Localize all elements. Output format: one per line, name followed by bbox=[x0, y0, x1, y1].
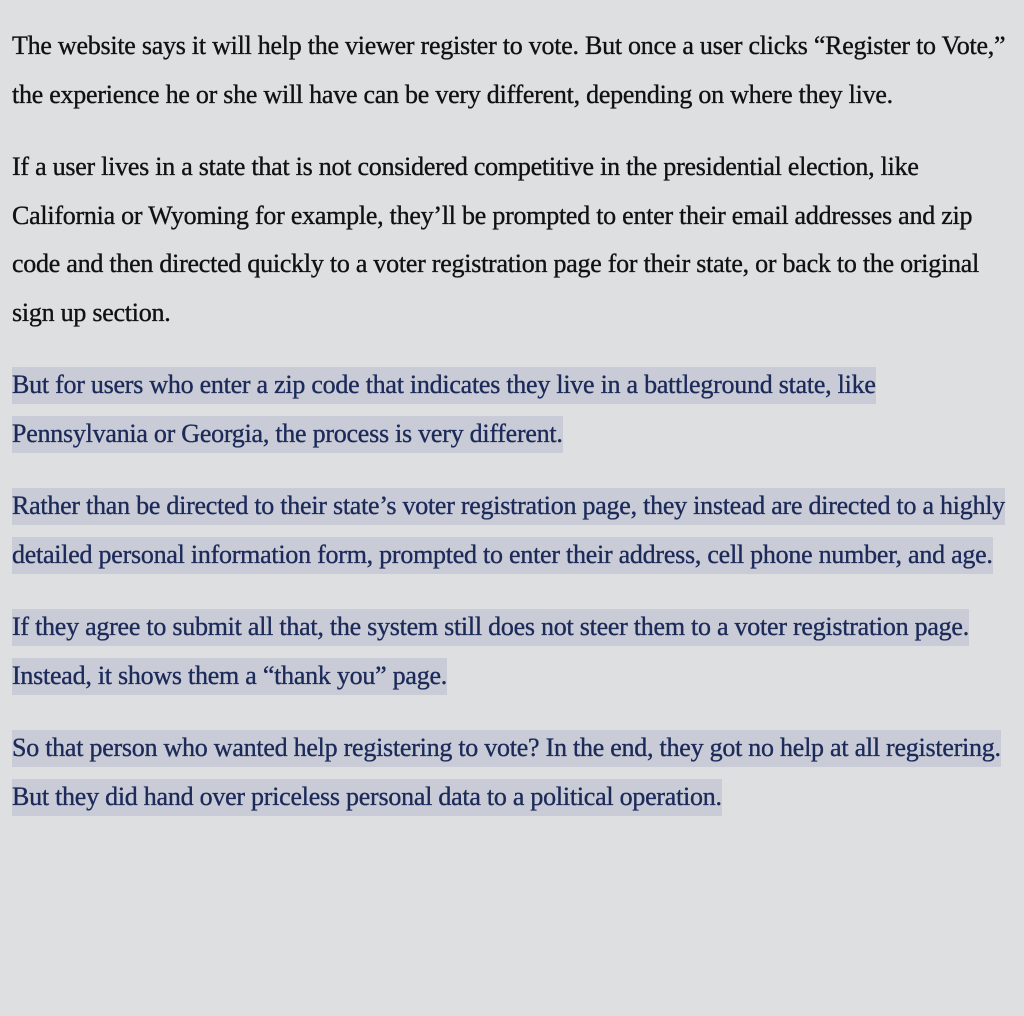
highlighted-text: If they agree to submit all that, the system still does not steer them to a voter registration page. Instead, it shows them a “thank you” page. bbox=[12, 609, 969, 695]
paragraph-text: If a user lives in a state that is not considered competitive in the presidential election, like California or Wyoming for example, they’ll be prompted to enter their email addresses and zip code and then directed quickly to a voter registration page for their state, or back to the original sign up section. bbox=[12, 152, 979, 327]
highlighted-text: So that person who wanted help registering to vote? In the end, they got no help at all registering. But they did hand over priceless personal data to a political operation. bbox=[12, 730, 1001, 816]
paragraph-conclusion bbox=[12, 724, 1010, 821]
highlighted-text: Rather than be directed to their state’s voter registration page, they instead are directed to a highly detailed personal information form, prompted to enter their address, cell phone number, and age. bbox=[12, 488, 1005, 574]
paragraph-thank-you-page bbox=[12, 603, 1010, 700]
paragraph-battleground-states bbox=[12, 361, 1010, 458]
paragraph-text: The website says it will help the viewer register to vote. But once a user clicks “Register to Vote,” the experience he or she will have can be very different, depending on where they live. bbox=[12, 31, 1006, 109]
paragraph-register-intro bbox=[12, 22, 1010, 119]
paragraph-non-competitive-states bbox=[12, 143, 1010, 337]
highlighted-text: But for users who enter a zip code that indicates they live in a battleground state, like Pennsylvania or Georgia, the process is very different. bbox=[12, 367, 876, 453]
paragraph-personal-info-form bbox=[12, 482, 1010, 579]
